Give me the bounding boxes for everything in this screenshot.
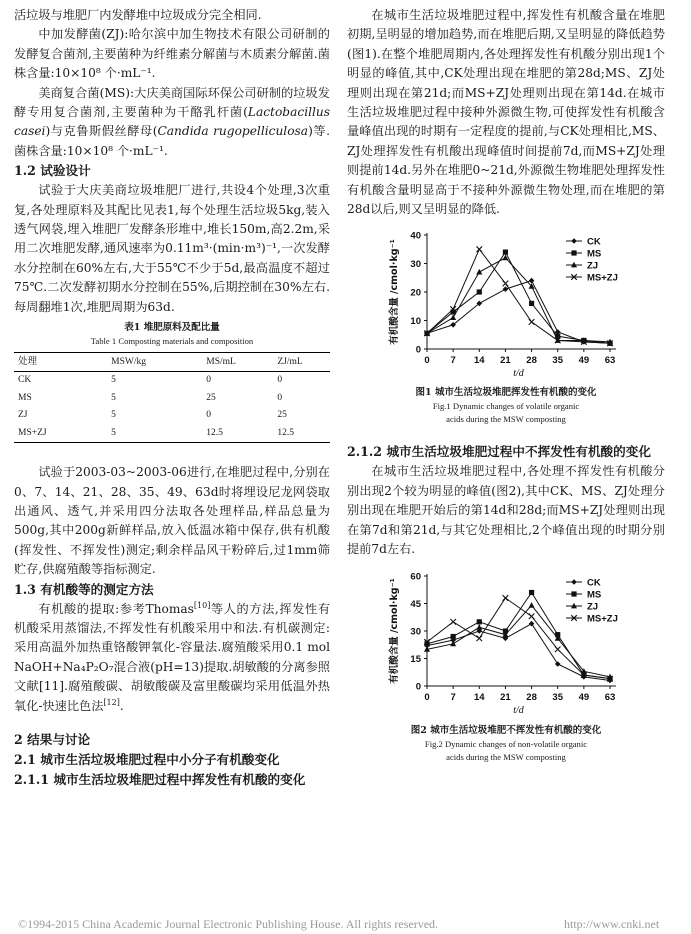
table-cell: 25: [277, 410, 287, 421]
table-cell: 0: [206, 410, 212, 421]
legend-marker: [571, 591, 576, 596]
y-tick-label: 30: [410, 626, 421, 637]
paragraph-nonvolatile-acids: 在城市生活垃圾堆肥过程中,各处理不挥发性有机酸分别出现2个较为明显的峰值(图2),其中CK、MS、ZJ处理分别出现在堆肥开始后的第14d和28d;而MS+ZJ处理则出现在第7d和第21d,与其它处理相比,2个峰值出现的时期分别提前7d左右.: [347, 464, 665, 557]
table1-title-cn: 表1 堆肥原料及配比量: [124, 322, 220, 334]
data-point-zj: [450, 315, 456, 321]
figure-2-caption-en-2: acids during the MSW composting: [446, 751, 566, 762]
ms-text-2: )与克鲁斯假丝酵母(: [45, 124, 158, 139]
y-tick-label: 20: [410, 287, 421, 299]
heading-2: 2 结果与讨论: [14, 731, 91, 747]
table-cell: 0: [277, 392, 283, 403]
data-point-ms-zj: [529, 613, 535, 619]
y-tick-label: 45: [410, 598, 421, 610]
x-tick-label: 63: [604, 691, 616, 703]
table-cell: 5: [111, 375, 116, 386]
table-cell: 0: [206, 375, 212, 386]
ms-text-3: )等.菌株含量:10×10⁸ 个·mL⁻¹.: [14, 124, 330, 158]
legend-label: ZJ: [587, 601, 599, 612]
left-column: [14, 6, 330, 790]
x-tick-label: 28: [526, 355, 537, 367]
figure-1-caption-cn: 图1 城市生活垃圾堆肥挥发性有机酸的变化: [415, 387, 597, 399]
figure-2: [347, 568, 665, 764]
y-tick-label: 40: [410, 230, 421, 242]
table-header-cell: MS/mL: [194, 353, 265, 372]
x-tick-label: 14: [473, 691, 485, 703]
data-point-ck: [529, 620, 535, 626]
y-tick-label: 0: [415, 344, 421, 356]
y-axis-label: 有机酸含量 /cmol·kg⁻¹: [389, 577, 400, 684]
methods-text-3: .: [119, 698, 124, 713]
figure-1-caption-en-2: acids during the MSW composting: [446, 414, 566, 425]
table-header-cell: ZJ/mL: [265, 353, 330, 372]
data-point-ms: [477, 619, 482, 624]
data-point-ms: [451, 633, 456, 638]
table-cell: 0: [277, 375, 283, 386]
legend-label: MS: [587, 248, 602, 260]
paragraph-design: 试验于大庆美商垃圾堆肥厂进行,共设4个处理,3次重复,各处理原料及其配比见表1,每个处理生活垃圾5kg,装入透气网袋,埋入堆肥厂发酵条形堆中,堆长150m,高2.2m,采用二次堆肥发酵,通风速率为0.11m³·(min·m³)⁻¹,一次发酵水分控制在60%左右,大于55℃不少于5d,最高温度不超过75℃.二次发酵初期水分控制在55%,后期控制在30%左右.每周翻堆1次,堆肥周期为63d.: [14, 183, 330, 314]
data-point-ms: [529, 589, 534, 594]
y-tick-label: 0: [415, 681, 421, 692]
data-point-ms: [477, 290, 482, 295]
x-axis-label: t/d: [513, 704, 524, 716]
legend-label: ZJ: [587, 260, 599, 272]
figure-2-caption-en-1: Fig.2 Dynamic changes of non-volatile organic: [424, 738, 588, 749]
legend-marker: [571, 579, 577, 585]
paragraph-zj-inoculant: 中加发酵菌(ZJ):哈尔滨中加生物技术有限公司研制的发酵复合菌剂,主要菌种为纤维素分解菌与木质素分解菌.菌株含量:10×10⁸ 个·mL⁻¹.: [14, 27, 330, 81]
figure-1-caption-en-1: Fig.1 Dynamic changes of volatile organic: [432, 401, 580, 412]
data-point-ms-zj: [450, 619, 456, 625]
figure-1: [347, 227, 665, 426]
right-column: [347, 6, 665, 764]
table-row: [14, 390, 330, 408]
citation-10: [10]: [193, 600, 211, 610]
table-cell: 5: [111, 392, 116, 403]
paragraph-ms-inoculant: [14, 84, 330, 162]
methods-text-2: 等人的方法,挥发性有机酸采用蒸馏法,不挥发性有机酸采用中和法.有机碳测定:采用高温外加热重铬酸钾氧化-容量法.腐殖酸采用0.1 mol NaOH+Na₄P₂O₇混合液(pH=13)提取.胡敏酸的分离参照文献[11].腐殖酸碳、胡敏酸碳及富里酸碳均采用低温外热氧化-快速比色法: [14, 601, 331, 713]
data-point-ms: [503, 250, 508, 255]
paragraph-sampling: 试验于2003-03~2003-06进行,在堆肥过程中,分别在0、7、14、21、28、35、49、63d时将埋设尼龙网袋取出通风、透气,并采用四分法取各处理样品,样品总量为500g,其中200g新鲜样品,放入低温冰箱中保存,供有机酸(挥发性、不挥发性)测定;剩余样品风干粉碎后,过1mm筛贮存,供腐殖酸等指标测定.: [14, 465, 330, 577]
legend-marker: [571, 251, 576, 256]
series-line-ms: [427, 253, 610, 344]
data-point-ck: [529, 278, 535, 284]
table-header-row: [14, 353, 330, 372]
legend-label: MS: [587, 589, 602, 600]
data-point-ms-zj: [476, 635, 482, 641]
x-tick-label: 14: [473, 355, 485, 367]
figure-1-chart: [347, 227, 665, 382]
table-1: [14, 352, 330, 443]
x-axis-label: t/d: [513, 368, 524, 380]
x-tick-label: 28: [526, 691, 537, 703]
x-tick-label: 35: [552, 691, 564, 703]
table-cell: MS+ZJ: [14, 425, 71, 443]
x-tick-label: 35: [552, 355, 564, 367]
table-row: [14, 372, 330, 390]
y-tick-label: 10: [410, 316, 421, 328]
data-point-ms-zj: [555, 646, 561, 652]
paragraph-continuation: 活垃圾与堆肥厂内发酵堆中垃圾成分完全相同.: [14, 8, 262, 22]
x-tick-label: 49: [578, 691, 590, 703]
table-cell: MS: [18, 392, 32, 403]
y-tick-label: 30: [410, 259, 421, 271]
data-point-zj: [450, 640, 456, 646]
table-cell: 5: [71, 425, 194, 443]
x-tick-label: 21: [500, 691, 511, 703]
data-point-zj: [476, 624, 482, 630]
paragraph-volatile-acids: 在城市生活垃圾堆肥过程中,挥发性有机酸含量在堆肥初期,呈明显的增加趋势,而在堆肥后期,又呈明显的降低趋势(图1).在整个堆肥周期内,各处理挥发性有机酸分别出现1个明显的峰值,其中,CK处理出现在堆肥的第28d;MS、ZJ处理则出现在第21d;而MS+ZJ处理则出现在第14d.在城市生活垃圾堆肥过程中接种外源微生物,可使挥发性有机酸含量峰值出现的时期有一定程度的提前,与CK处理相比,MS、ZJ处理挥发性有机酸出现峰值时间提前7d,而MS+ZJ处理则提前14d.另外在堆肥0~21d,外源微生物堆肥处理挥发性有机酸含量明显高于不接种外源微生物处理,而在堆肥的第28d以后,则又呈明显的降低.: [347, 8, 665, 217]
figure-2-caption-cn: 图2 城市生活垃圾堆肥不挥发性有机酸的变化: [410, 724, 602, 736]
legend-label: MS+ZJ: [587, 613, 618, 624]
heading-2-1: 2.1 城市生活垃圾堆肥过程中小分子有机酸变化: [14, 751, 280, 767]
data-point-ms-zj: [503, 595, 509, 601]
legend-label: CK: [587, 577, 601, 588]
data-point-ms-zj: [529, 320, 535, 326]
series-line-zj: [427, 258, 610, 342]
data-point-ms-zj: [503, 281, 509, 287]
table1-title-en: Table 1 Composting materials and composition: [90, 336, 254, 347]
citation-12: [12]: [103, 697, 120, 707]
x-tick-label: 0: [424, 691, 430, 703]
heading-2-1-2: 2.1.2 城市生活垃圾堆肥过程中不挥发性有机酸的变化: [347, 444, 651, 460]
page-footer: [18, 917, 678, 932]
y-tick-label: 60: [410, 571, 421, 582]
table-cell: 12.5: [265, 425, 330, 443]
x-tick-label: 0: [424, 355, 430, 367]
species-name-2: Candida rugopelliculosa: [157, 124, 309, 139]
figure-2-chart: [347, 568, 665, 720]
x-tick-label: 7: [450, 691, 456, 703]
table-cell: 25: [206, 392, 216, 403]
heading-1-3: 1.3 有机酸等的测定方法: [14, 581, 154, 597]
table-cell: 5: [111, 410, 116, 421]
methods-text-1: 有机酸的提取:参考Thomas: [38, 601, 194, 616]
copyright-text: ©1994-2015 China Academic Journal Electronic Publishing House. All rights reserved.: [18, 917, 439, 931]
x-tick-label: 49: [578, 355, 590, 367]
legend-label: CK: [587, 236, 601, 248]
x-tick-label: 63: [604, 355, 616, 367]
series-line-ms-zj: [427, 250, 610, 344]
legend-marker: [571, 239, 577, 245]
legend-label: MS+ZJ: [587, 272, 618, 284]
table-header-cell: 处理: [14, 353, 71, 372]
table-row: [14, 425, 330, 443]
table-cell: CK: [18, 375, 32, 386]
table-cell: ZJ: [18, 410, 28, 421]
data-point-ms-zj: [476, 247, 482, 253]
species-name-1: Lactobacillus casei: [14, 105, 330, 139]
data-point-ms: [529, 301, 534, 306]
data-point-zj: [529, 602, 535, 608]
table-cell: 12.5: [194, 425, 265, 443]
y-tick-label: 15: [410, 653, 421, 665]
heading-1-2: 1.2 试验设计: [14, 163, 91, 179]
data-point-zj: [476, 269, 482, 275]
footer-url: http://www.cnki.net: [564, 917, 660, 931]
table-row: [14, 407, 330, 425]
heading-2-1-1: 2.1.1 城市生活垃圾堆肥过程中挥发性有机酸的变化: [14, 771, 306, 787]
data-point-ck: [555, 661, 561, 667]
table-header-cell: MSW/kg: [71, 353, 194, 372]
ms-text-1: 美商复合菌(MS):大庆美商国际环保公司研制的垃圾发酵专用复合菌剂,主要菌种为干酪乳杆菌(: [14, 85, 330, 120]
y-axis-label: 有机酸含量 /cmol·kg⁻¹: [389, 239, 400, 346]
paragraph-methods: [14, 600, 330, 716]
x-tick-label: 21: [500, 355, 511, 367]
x-tick-label: 7: [450, 355, 456, 367]
